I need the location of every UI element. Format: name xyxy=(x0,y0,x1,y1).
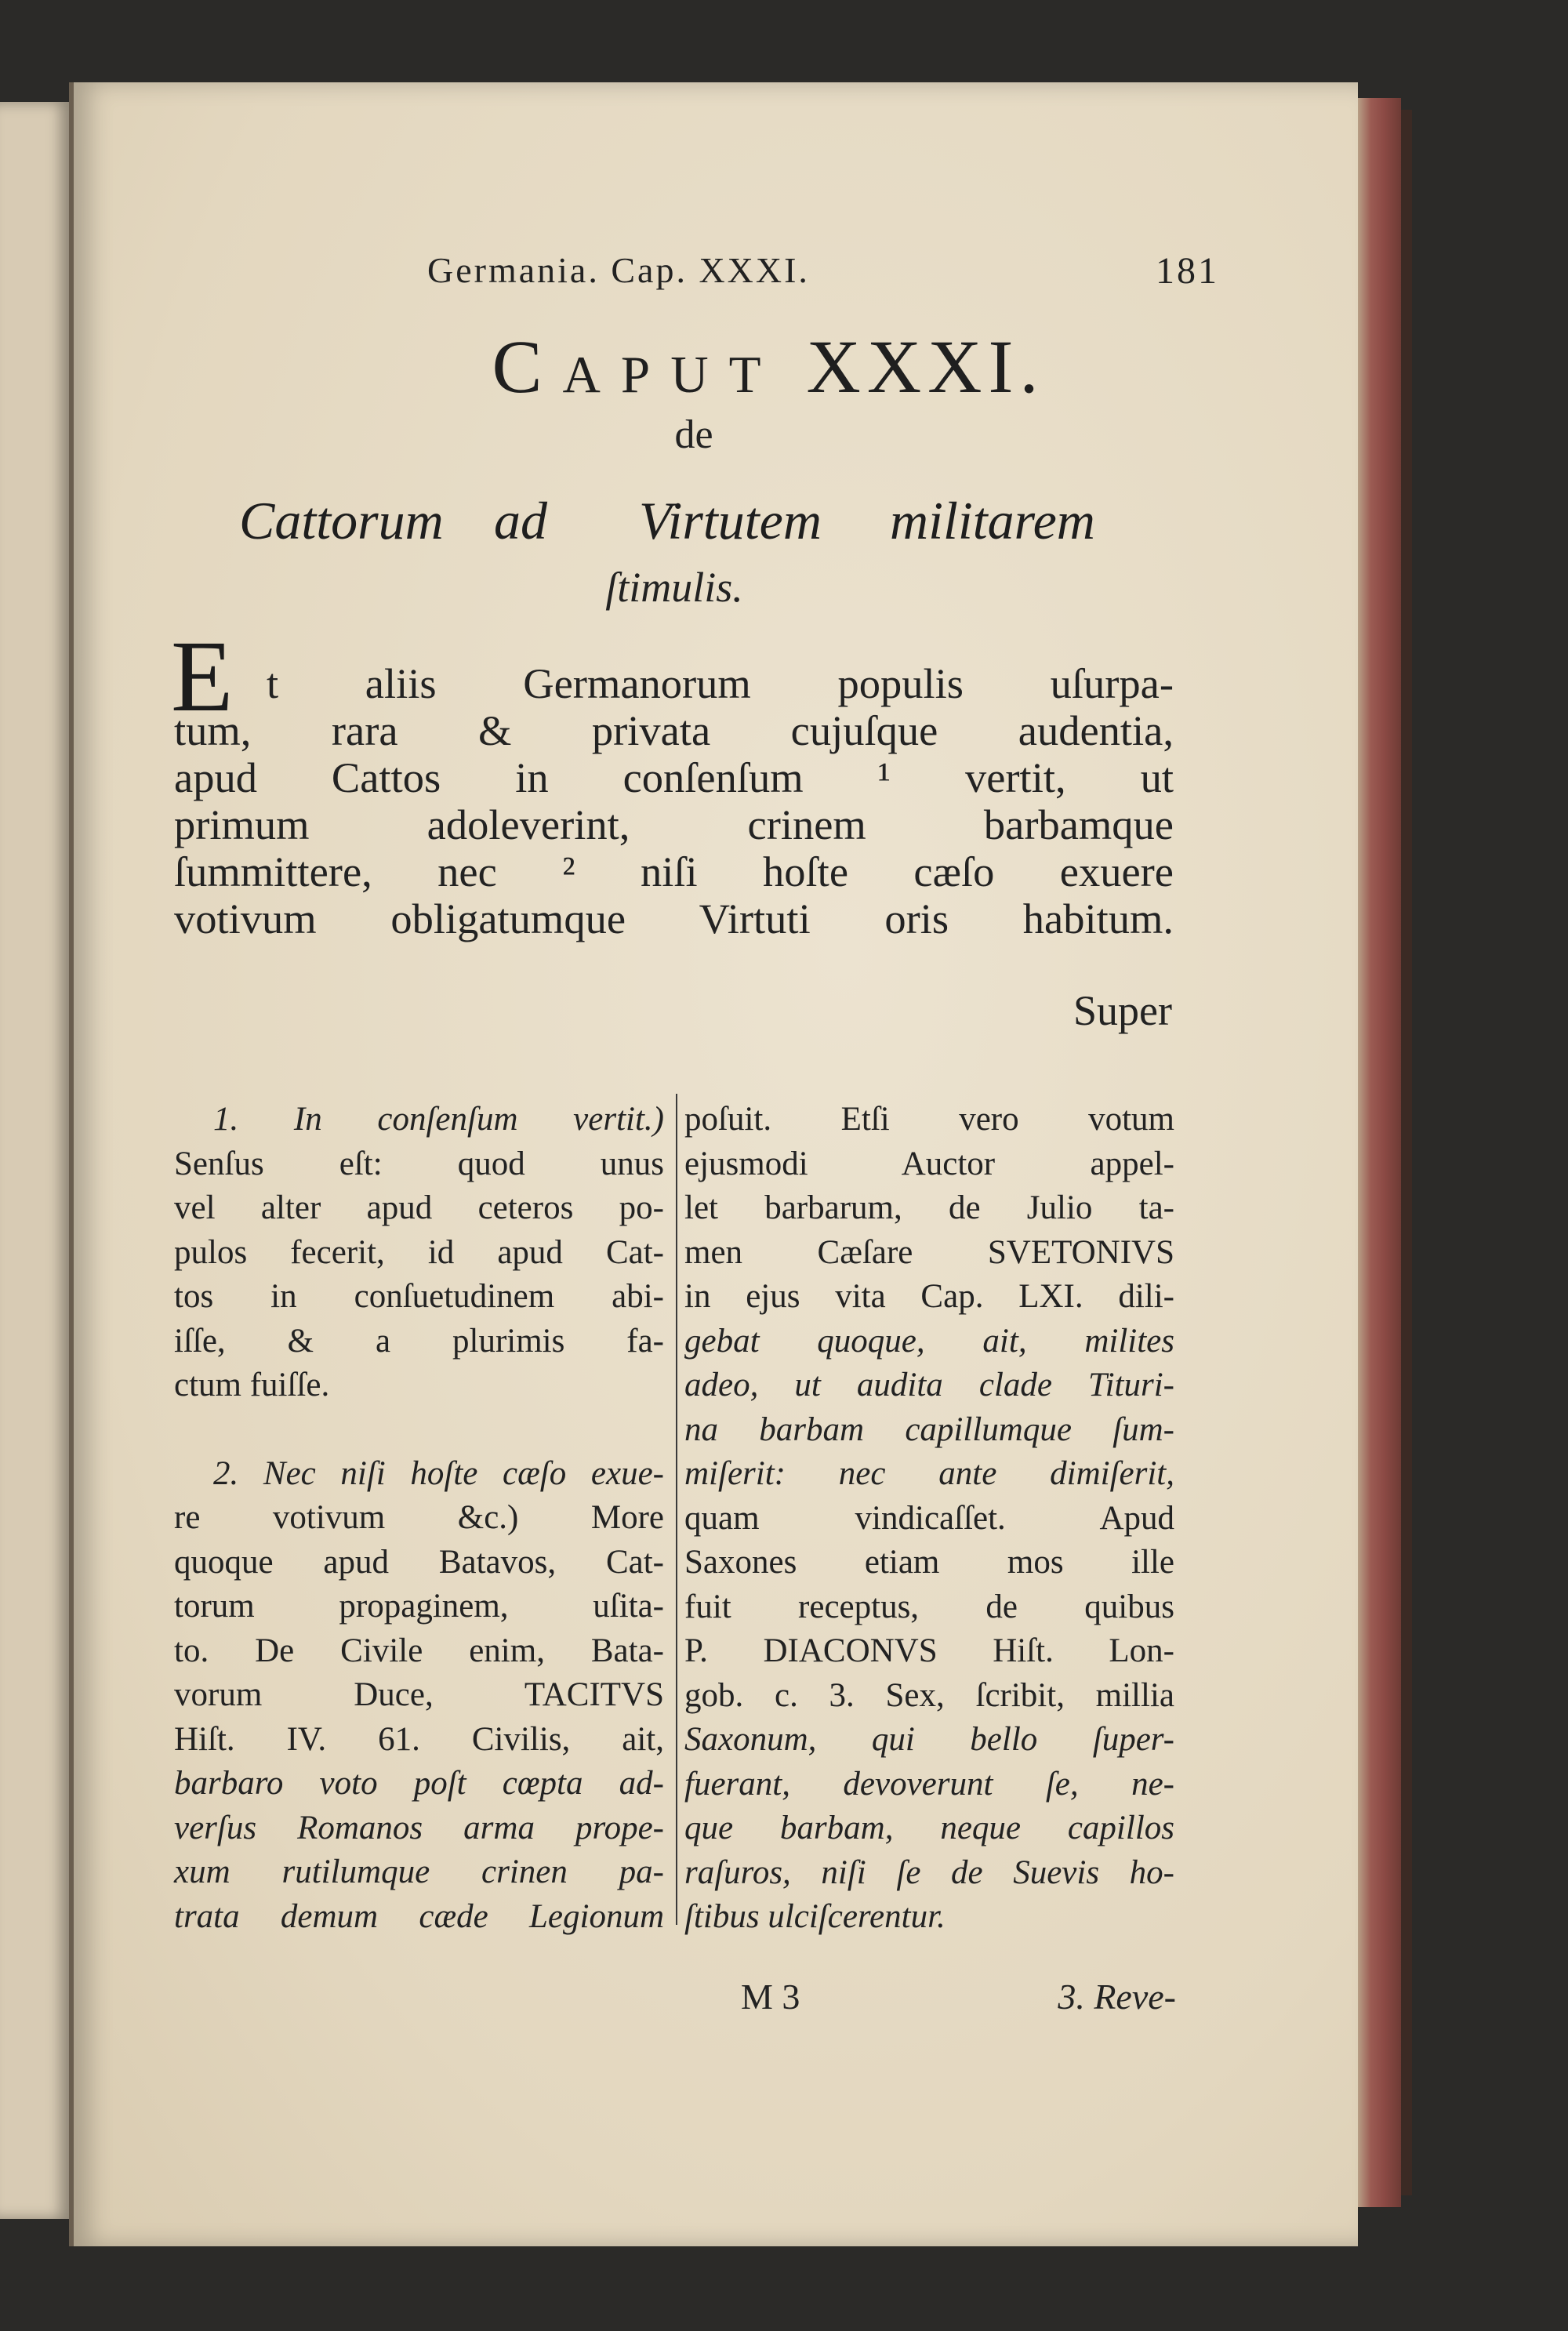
subtitle-word: ad xyxy=(494,491,547,550)
note-line: vel alter apud ceteros po- xyxy=(174,1189,664,1226)
main-text-line: apud Cattos in conſenſum ¹ vertit, ut xyxy=(174,753,1174,801)
chapter-subtitle-last: ſtimulis. xyxy=(605,564,743,611)
page-footer xyxy=(172,1976,1176,2023)
note-line: ſtibus ulciſcerentur. xyxy=(684,1898,946,1935)
note-line: raſuros, niſi ſe de Suevis ho- xyxy=(684,1854,1174,1891)
main-text-line: primum adoleverint, crinem barbamque xyxy=(174,801,1174,848)
main-text-line: votivum obligatumque Virtuti oris habitum. xyxy=(174,895,1174,942)
running-head xyxy=(427,249,1219,292)
notes-right-column xyxy=(684,1098,1174,1940)
note-line: 1. In conſenſum vertit.) xyxy=(213,1101,664,1138)
note-line: verſus Romanos arma prope- xyxy=(174,1809,664,1846)
note-line: miſerit: nec ante dimiſerit, xyxy=(684,1455,1174,1492)
chapter-heading-caput: Caput xyxy=(492,325,782,408)
footer-catchword: 3. Reve- xyxy=(1058,1977,1176,2017)
main-text-line: ſummittere, nec ² niſi hoſte cæſo exuere xyxy=(174,848,1174,895)
main-text-line: t aliis Germanorum populis uſurpa- xyxy=(267,659,1174,707)
drop-cap: E xyxy=(171,620,234,733)
subtitle-word: militarem xyxy=(890,491,1095,550)
note-line: poſuit. Etſi vero votum xyxy=(684,1101,1174,1138)
note-line: adeo, ut audita clade Tituri- xyxy=(684,1367,1174,1403)
note-line: gob. c. 3. Sex, ſcribit, millia xyxy=(684,1676,1174,1714)
note-gap xyxy=(174,1408,664,1452)
notes-left-column xyxy=(174,1098,664,1939)
note-line: 2. Nec niſi hoſte cæſo exue- xyxy=(213,1454,664,1492)
main-text-line: tum, rara & privata cujuſque audentia, xyxy=(174,706,1174,754)
note-line: in ejus vita Cap. LXI. dili- xyxy=(684,1278,1174,1315)
page-number: 181 xyxy=(1156,250,1219,292)
note-line: vorum Duce, TACITVS xyxy=(174,1676,664,1713)
note-line: to. De Civile enim, Bata- xyxy=(174,1632,664,1669)
page-block-edge xyxy=(1358,98,1401,2207)
note-line: re votivum &c.) More xyxy=(174,1499,664,1536)
running-head-title: Germania. Cap. XXXI. xyxy=(427,250,810,290)
note-line: fuerant, devoverunt ſe, ne- xyxy=(684,1765,1174,1803)
note-line: ejusmodi Auctor appel- xyxy=(684,1145,1174,1182)
note-line: gebat quoque, ait, milites xyxy=(684,1322,1174,1360)
subtitle-word: Virtutem xyxy=(639,491,822,550)
chapter-heading xyxy=(361,323,1176,410)
note-line: Senſus eſt: quod unus xyxy=(174,1145,664,1182)
note-line: iſſe, & a plurimis fa- xyxy=(174,1322,664,1360)
column-divider xyxy=(676,1094,677,1925)
note-line: trata demum cæde Legionum xyxy=(174,1897,664,1935)
book-gutter xyxy=(69,82,74,2246)
note-line: Saxones etiam mos ille xyxy=(684,1544,1174,1581)
note-line: quam vindicaſſet. Apud xyxy=(684,1499,1174,1537)
note-line: fuit receptus, de quibus xyxy=(684,1588,1174,1625)
note-line: xum rutilumque crinen pa- xyxy=(174,1854,664,1890)
chapter-subtitle-de: de xyxy=(674,412,713,457)
note-line: ctum fuiſſe. xyxy=(174,1367,330,1403)
note-line: pulos fecerit, id apud Cat- xyxy=(174,1233,664,1271)
facing-page-edge xyxy=(0,102,72,2219)
note-line: que barbam, neque capillos xyxy=(684,1810,1174,1846)
note-line: torum propaginem, uſita- xyxy=(174,1588,664,1625)
signature-mark: M 3 xyxy=(741,1977,800,2017)
note-line: na barbam capillumque ſum- xyxy=(684,1411,1174,1448)
note-line: tos in conſuetudinem abi- xyxy=(174,1278,664,1315)
note-line: P. DIACONVS Hiſt. Lon- xyxy=(684,1632,1174,1669)
book-cover-edge xyxy=(1401,110,1412,2195)
chapter-heading-number: XXXI. xyxy=(806,325,1045,408)
note-line: quoque apud Batavos, Cat- xyxy=(174,1543,664,1581)
note-line: let barbarum, de Julio ta- xyxy=(684,1189,1174,1226)
subtitle-word: Cattorum xyxy=(239,491,444,550)
note-line: Saxonum, qui bello ſuper- xyxy=(684,1721,1174,1758)
note-line: men Cæſare SVETONIVS xyxy=(684,1233,1174,1271)
note-line: Hiſt. IV. 61. Civilis, ait, xyxy=(174,1720,664,1758)
chapter-subtitle-line xyxy=(239,490,1141,553)
catchword: Super xyxy=(1073,987,1172,1034)
main-text xyxy=(174,660,1174,942)
note-line: barbaro voto poſt cœpta ad- xyxy=(174,1765,664,1802)
